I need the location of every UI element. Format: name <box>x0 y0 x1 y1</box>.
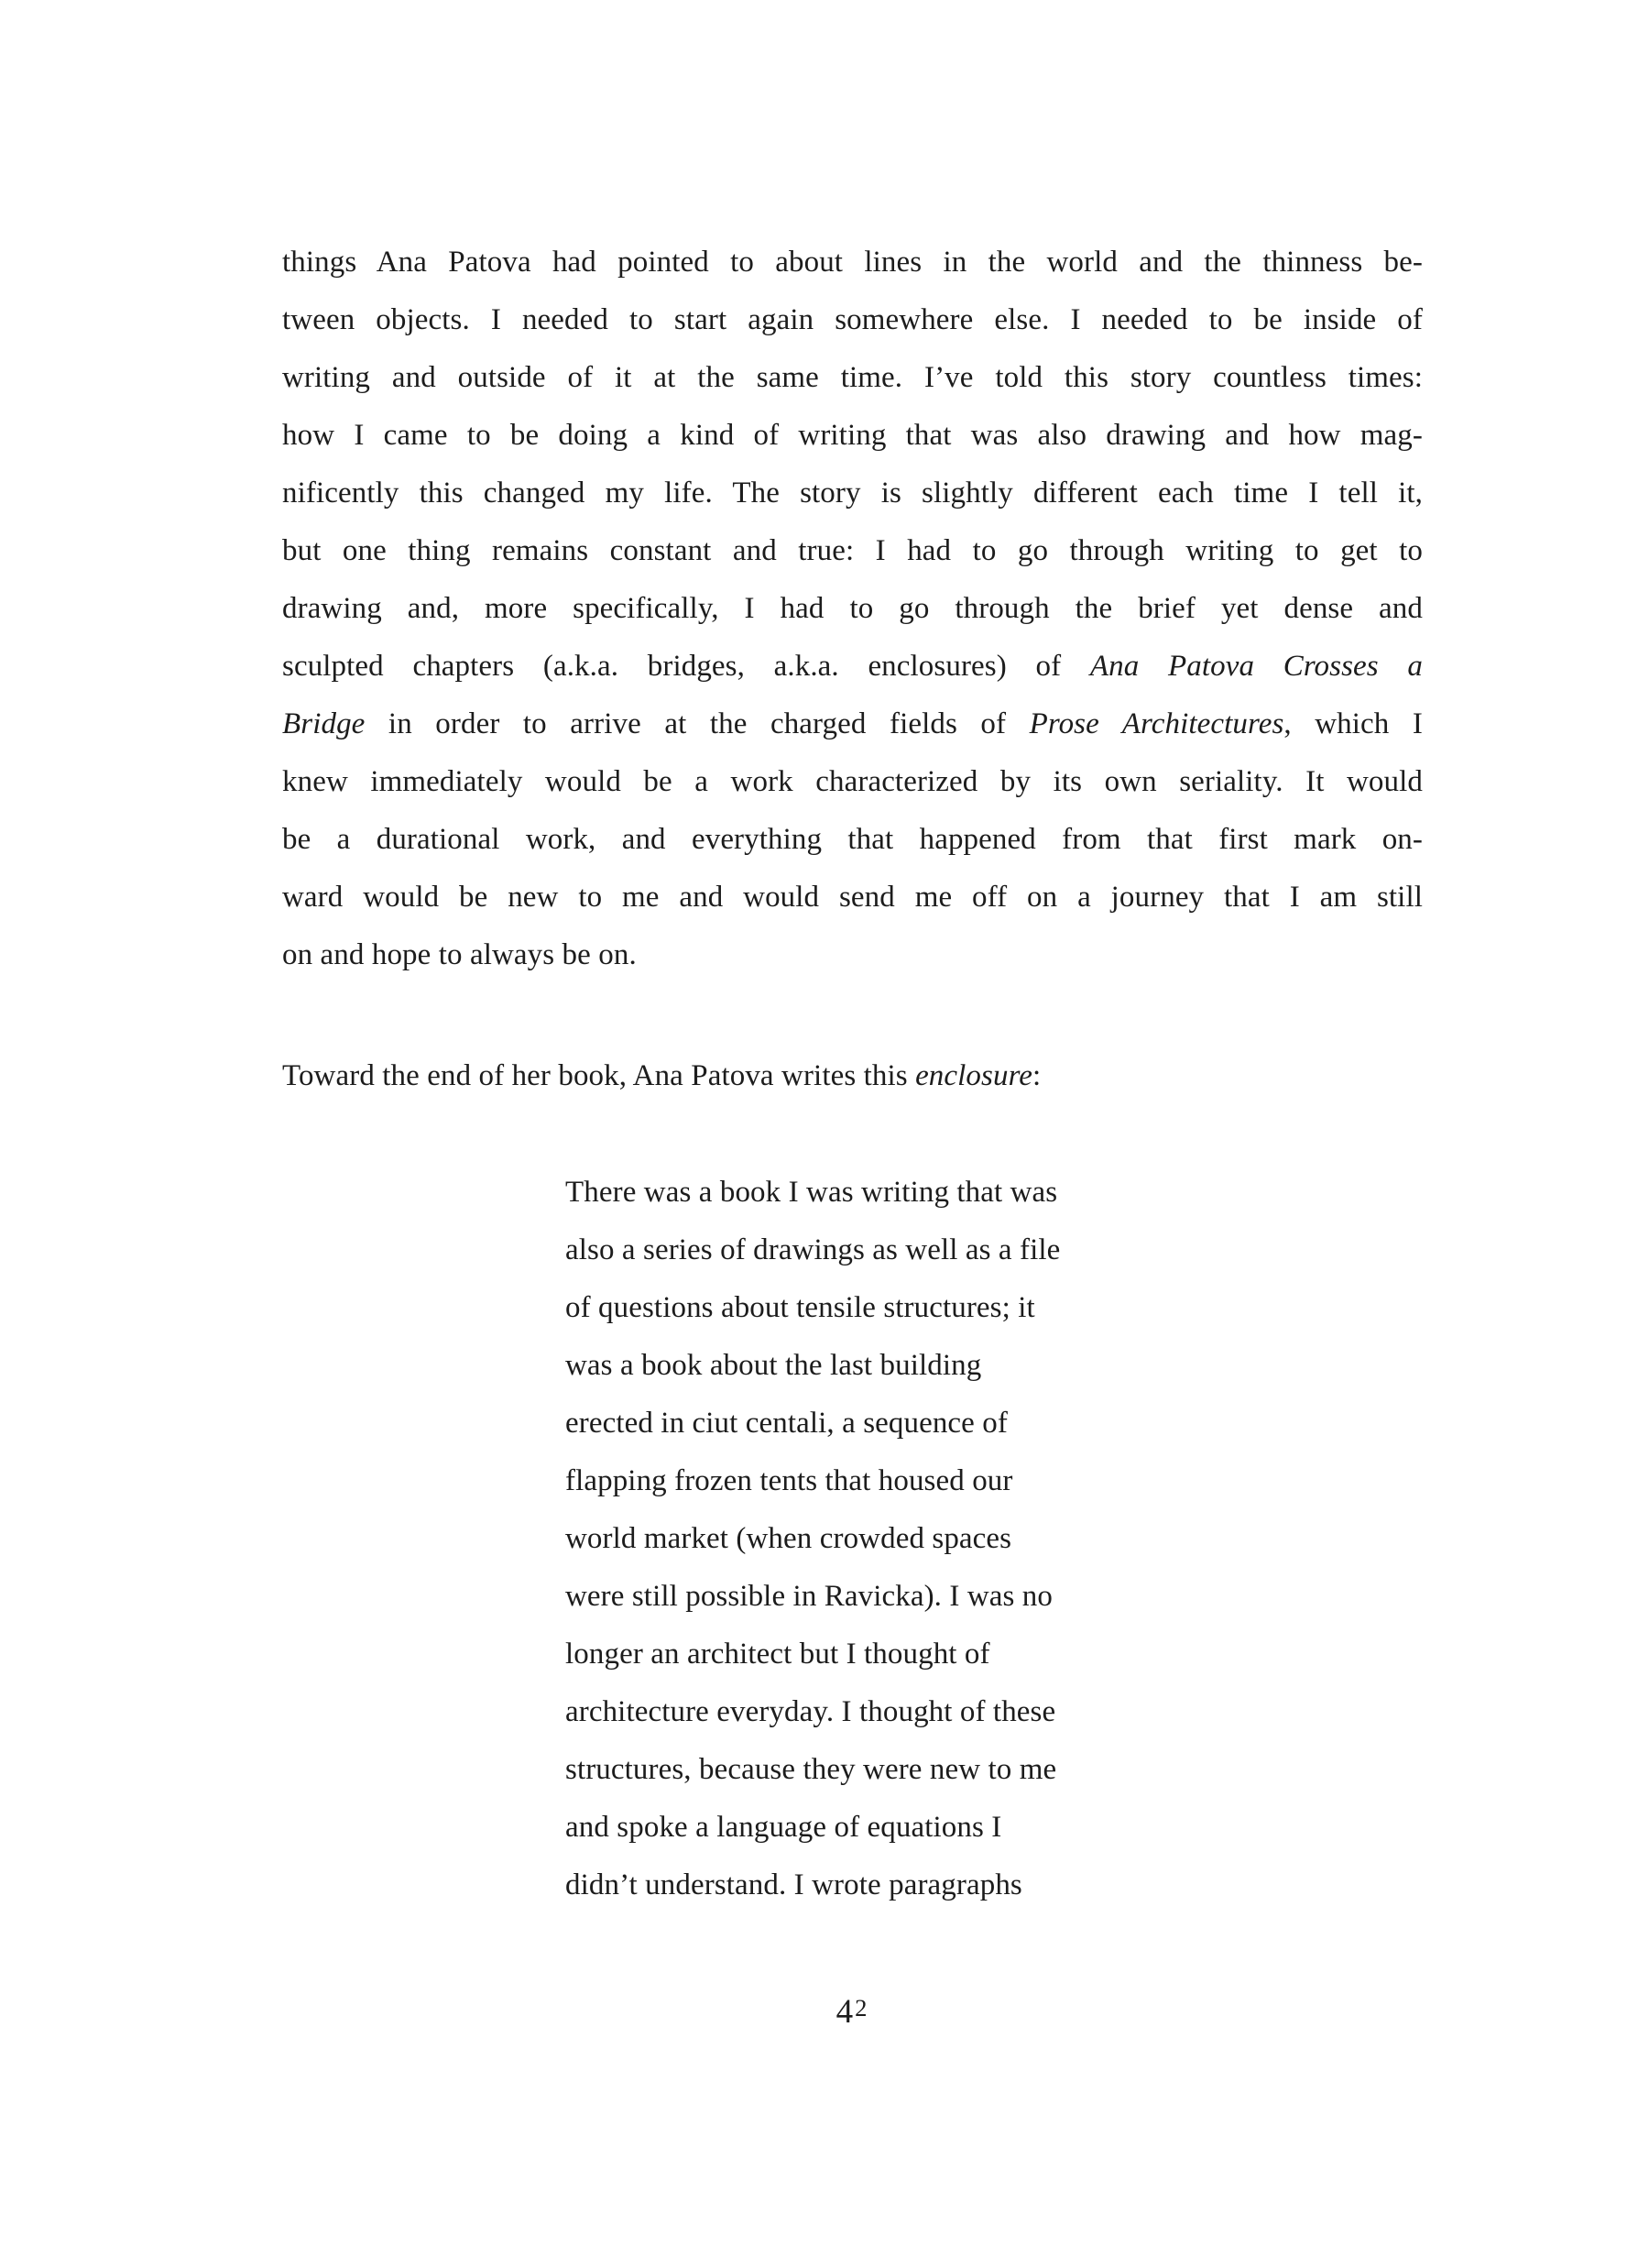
text-line <box>282 811 1423 869</box>
text-block <box>282 234 1423 2037</box>
text-segment: tween objects. I needed to start again somewhere else. I needed to be inside of <box>282 303 1423 336</box>
text-line <box>565 1164 1423 1222</box>
text-line <box>565 1510 1423 1568</box>
text-segment: structures, because they were new to me <box>565 1753 1057 1786</box>
text-segment: were still possible in Ravicka). I was no <box>565 1580 1053 1613</box>
text-line <box>282 696 1423 753</box>
italic-text-segment: Ana Patova Crosses a <box>1089 650 1423 683</box>
text-line <box>565 1568 1423 1626</box>
text-segment: longer an architect but I thought of <box>565 1638 990 1671</box>
text-line <box>282 1047 1423 1105</box>
body-paragraph <box>282 234 1423 984</box>
text-segment: Toward the end of her book, Ana Patova writes this <box>282 1059 916 1092</box>
text-segment: also a series of drawings as well as a file <box>565 1233 1061 1266</box>
text-segment: There was a book I was writing that was <box>565 1176 1058 1209</box>
italic-text-segment: enclosure <box>915 1059 1033 1092</box>
text-line <box>565 1799 1423 1857</box>
intro-paragraph <box>282 1047 1423 1105</box>
text-line <box>565 1452 1423 1510</box>
text-segment: : <box>1032 1059 1042 1092</box>
block-quote <box>565 1164 1423 1914</box>
text-segment: ward would be new to me and would send me off on a journey that I am still <box>282 881 1423 914</box>
text-segment: was a book about the last building <box>565 1349 982 1382</box>
italic-text-segment: Bridge <box>282 707 366 740</box>
text-segment: be a durational work, and everything that happened from that first mark on- <box>282 823 1423 856</box>
text-line <box>282 349 1423 407</box>
text-segment: how I came to be doing a kind of writing that was also drawing and how mag- <box>282 419 1423 452</box>
text-segment: drawing and, more specifically, I had to go through the brief yet dense and <box>282 592 1423 625</box>
text-line <box>282 638 1423 696</box>
text-segment: things Ana Patova had pointed to about lines in the world and the thinness be- <box>282 246 1423 279</box>
text-line <box>565 1222 1423 1279</box>
text-line <box>282 234 1423 291</box>
text-segment: flapping frozen tents that housed our <box>565 1464 1013 1497</box>
text-line <box>565 1395 1423 1452</box>
text-line <box>565 1741 1423 1799</box>
text-segment: writing and outside of it at the same time. I’ve told this story countless times: <box>282 361 1423 394</box>
page-number-digit: 4 <box>835 1993 856 2031</box>
text-segment: nificently this changed my life. The story is slightly different each time I tell it, <box>282 477 1423 509</box>
text-segment: sculpted chapters (a.k.a. bridges, a.k.a. enclosures) of <box>282 650 1090 683</box>
page-number-digit: 2 <box>855 1994 869 2021</box>
text-segment: knew immediately would be a work characterized by its own seriality. It would <box>282 765 1423 798</box>
text-segment: and spoke a language of equations I <box>565 1811 1002 1844</box>
text-segment: didn’t understand. I wrote paragraphs <box>565 1868 1022 1901</box>
text-segment: of questions about tensile structures; it <box>565 1291 1035 1324</box>
text-line <box>282 580 1423 638</box>
text-line <box>282 522 1423 580</box>
text-line <box>282 291 1423 349</box>
text-line <box>565 1626 1423 1683</box>
text-segment: on and hope to always be on. <box>282 938 637 971</box>
text-line <box>282 753 1423 811</box>
text-line <box>282 407 1423 465</box>
page-number <box>282 1979 1423 2037</box>
text-segment: in order to arrive at the charged fields of <box>365 707 1030 740</box>
italic-text-segment: Prose Architectures <box>1029 707 1284 740</box>
text-line <box>282 926 1423 984</box>
text-line <box>565 1337 1423 1395</box>
text-segment: world market (when crowded spaces <box>565 1522 1012 1555</box>
text-segment: but one thing remains constant and true: I had to go through writing to get to <box>282 534 1423 567</box>
text-line <box>282 465 1423 522</box>
text-segment: erected in ciut centali, a sequence of <box>565 1407 1008 1440</box>
text-segment: architecture everyday. I thought of these <box>565 1695 1056 1728</box>
text-segment: , which I <box>1283 707 1423 740</box>
text-line <box>565 1857 1423 1914</box>
text-line <box>282 869 1423 926</box>
text-line <box>565 1683 1423 1741</box>
text-line <box>565 1279 1423 1337</box>
